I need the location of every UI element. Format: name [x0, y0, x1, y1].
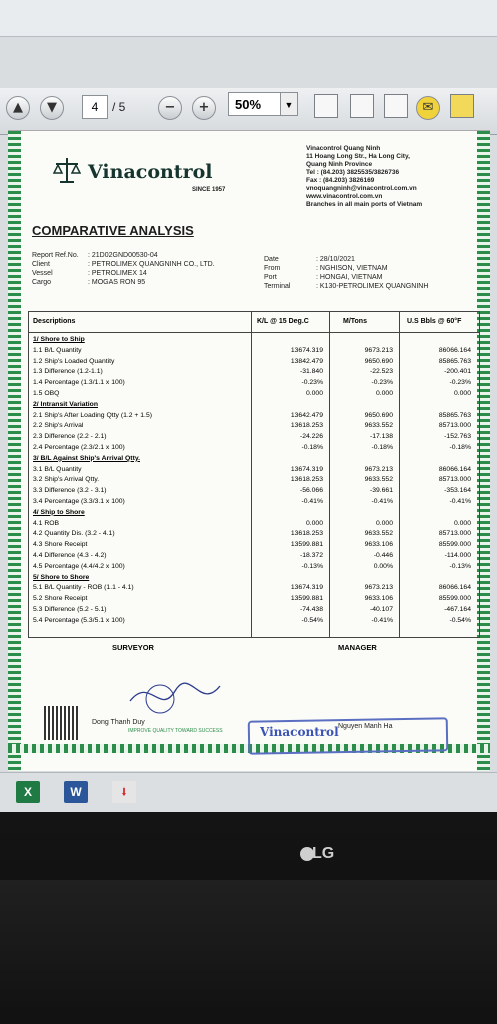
meta-value: : MOGAS RON 95	[88, 279, 146, 286]
table-cell-value: 13618.253	[290, 422, 323, 430]
meta-label: Cargo	[32, 279, 52, 286]
table-cell-value: -0.18%	[301, 444, 323, 451]
previous-page-button[interactable]: ▲	[6, 96, 30, 120]
table-section-header: 2/ Intransit Variation	[33, 400, 98, 408]
table-cell-value: 13599.881	[290, 595, 323, 603]
table-row-label: 5.3 Difference (5.2 - 5.1)	[33, 606, 107, 613]
table-row-label: 4.4 Difference (4.3 - 4.2)	[33, 552, 107, 559]
company-province: Quang Ninh Province	[306, 161, 373, 168]
document-title: COMPARATIVE ANALYSIS	[32, 223, 194, 238]
table-cell-value: 9633.106	[364, 595, 393, 603]
table-cell-value: 9633.552	[364, 530, 393, 538]
table-cell-value: 0.000	[453, 519, 471, 527]
stamp-text: Vinacontrol	[260, 725, 339, 739]
table-row-label: 4.1 ROB	[33, 519, 60, 527]
document-page	[8, 130, 490, 771]
table-cell-value: 86066.164	[438, 584, 471, 592]
chevron-down-icon[interactable]: ▼	[280, 93, 297, 115]
page-count: / 5	[112, 100, 126, 114]
table-cell-value: 9673.213	[364, 346, 393, 354]
monitor-stand	[0, 880, 497, 1024]
table-cell-value: -74.438	[299, 606, 323, 613]
table-cell-value: 85865.763	[438, 357, 471, 365]
table-cell-value: -24.226	[299, 433, 323, 441]
table-row-label: 1.1 B/L Quantity	[33, 346, 82, 354]
table-cell-value: 85599.000	[438, 541, 471, 549]
table-cell-value: -22.523	[369, 368, 393, 376]
table-row-label: 1.4 Percentage (1.3/1.1 x 100)	[33, 379, 125, 387]
table-cell-value: -0.13%	[449, 562, 471, 570]
excel-app-icon[interactable]: X	[16, 781, 40, 803]
company-tel: Tel : (84.203) 3825535/3826736	[306, 169, 400, 176]
meta-value: : HONGAI, VIETNAM	[316, 274, 383, 281]
table-cell-value: -18.372	[299, 552, 323, 559]
table-cell-value: -353.164	[444, 487, 471, 495]
table-section-header: 5/ Shore to Shore	[33, 573, 90, 581]
zoom-value: 50%	[235, 97, 262, 112]
comparison-table	[28, 311, 480, 638]
table-cell-value: 9633.552	[364, 476, 393, 484]
meta-label: From	[264, 265, 281, 272]
table-cell-value: 13642.479	[290, 411, 323, 419]
table-cell-value: -0.23%	[301, 379, 323, 387]
table-cell-value: 85713.000	[438, 422, 471, 430]
table-row-label: 4.3 Shore Receipt	[33, 541, 88, 549]
zoom-select[interactable]	[228, 92, 298, 116]
table-cell-value: 13842.479	[290, 357, 323, 365]
surveyor-signature	[120, 671, 230, 721]
table-cell-value: 86066.164	[438, 465, 471, 473]
table-row-label: 3.2 Ship's Arrival Qtty.	[33, 476, 100, 484]
table-cell-value: 13674.319	[290, 346, 323, 354]
page-number-input[interactable]: 4	[82, 95, 108, 119]
table-section-header: 4/ Ship to Shore	[33, 508, 85, 516]
table-cell-value: -0.41%	[371, 616, 393, 624]
meta-left	[32, 251, 215, 287]
meta-label: Port	[264, 274, 277, 281]
table-row-label: 3.4 Percentage (3.3/3.1 x 100)	[33, 498, 125, 505]
highlight-icon[interactable]	[450, 94, 474, 118]
decorative-border-left	[8, 131, 21, 771]
table-cell-value: 0.000	[305, 519, 323, 527]
table-row-label: 3.3 Difference (3.2 - 3.1)	[33, 487, 107, 495]
pdf-toolbar	[0, 88, 497, 135]
table-cell-value: 9650.690	[364, 411, 393, 419]
table-cell-value: 13674.319	[290, 584, 323, 592]
table-cell-value: -467.164	[444, 606, 471, 613]
meta-value: : NGHISON, VIETNAM	[316, 265, 388, 272]
meta-value: : 28/10/2021	[316, 256, 355, 263]
table-cell-value: 86066.164	[438, 346, 471, 354]
company-email: vnoquangninh@vinacontrol.com.vn	[306, 185, 417, 192]
meta-label: Report Ref.No.	[32, 252, 79, 259]
table-cell-value: -39.661	[369, 487, 393, 495]
logo-since: SINCE 1957	[192, 187, 226, 193]
company-branches: Branches in all main ports of Vietnam	[306, 201, 423, 208]
fit-page-icon[interactable]	[314, 94, 338, 118]
meta-value: : 21D02GND00530-04	[88, 252, 158, 259]
table-cell-value: -0.446	[373, 552, 393, 559]
table-cell-value: 0.000	[375, 390, 393, 397]
table-row-label: 1.5 OBQ	[33, 390, 60, 397]
table-cell-value: 9633.552	[364, 422, 393, 430]
surveyor-name: Dong Thanh Duy	[92, 719, 145, 726]
table-cell-value: -0.41%	[301, 498, 323, 505]
table-section-header: 3/ B/L Against Ship's Arrival Qtty.	[33, 454, 140, 462]
table-row-label: 4.5 Percentage (4.4/4.2 x 100)	[33, 562, 125, 570]
table-row-label: 2.4 Percentage (2.3/2.1 x 100)	[33, 444, 125, 451]
col-header-mtons: M/Tons	[343, 318, 367, 325]
table-cell-value: -0.54%	[449, 616, 471, 624]
table-row-label: 2.3 Difference (2.2 - 2.1)	[33, 433, 107, 441]
company-fax: Fax : (84.203) 3826169	[306, 177, 375, 184]
table-cell-value: -0.41%	[449, 498, 471, 505]
table-row-label: 5.1 B/L Quantity - ROB (1.1 - 4.1)	[33, 584, 134, 592]
table-cell-value: 85713.000	[438, 530, 471, 538]
footer-slogan: IMPROVE QUALITY TOWARD SUCCESS	[128, 728, 223, 734]
col-header-kl: K/L @ 15 Deg.C	[257, 318, 309, 325]
company-logo: Vinacontrol	[88, 161, 213, 183]
table-cell-value: 0.00%	[373, 562, 393, 570]
scale-logo-icon	[52, 155, 82, 185]
table-cell-value: -0.54%	[301, 616, 323, 624]
table-cell-value: -0.18%	[371, 444, 393, 451]
table-cell-value: 0.000	[305, 390, 323, 397]
table-cell-value: -31.840	[299, 368, 323, 376]
company-address	[306, 145, 422, 209]
table-row-label: 1.3 Difference (1.2-1.1)	[33, 368, 103, 376]
taskbar	[0, 772, 497, 812]
zoom-out-button[interactable]: −	[158, 96, 182, 120]
sign-icon[interactable]	[384, 94, 408, 118]
word-app-icon[interactable]: W	[64, 781, 88, 803]
table-cell-value: 9673.213	[364, 465, 393, 473]
table-cell-value: -0.23%	[371, 379, 393, 387]
table-cell-value: 9673.213	[364, 584, 393, 592]
meta-label: Client	[32, 261, 50, 268]
table-cell-value: 85865.763	[438, 411, 471, 419]
meta-label: Date	[264, 256, 279, 263]
table-cell-value: -0.13%	[301, 562, 323, 570]
table-cell-value: 13674.319	[290, 465, 323, 473]
table-cell-value: 0.000	[375, 519, 393, 527]
meta-right	[264, 255, 428, 291]
table-cell-value: 85713.000	[438, 476, 471, 484]
window-top-bar	[0, 0, 497, 37]
table-cell-value: -0.23%	[449, 379, 471, 387]
table-cell-value: 13618.253	[290, 530, 323, 538]
company-name: Vinacontrol Quang Ninh	[306, 145, 381, 152]
zoom-in-button[interactable]: +	[192, 96, 216, 120]
monitor-brand: LG	[312, 845, 335, 862]
company-website: www.vinacontrol.com.vn	[306, 193, 383, 200]
table-row-label: 5.2 Shore Receipt	[33, 595, 88, 603]
table-cell-value: 13599.881	[290, 541, 323, 549]
table-cell-value: -114.000	[444, 552, 471, 559]
table-row-label: 2.1 Ship's After Loading Qtty (1.2 + 1.5)	[33, 411, 152, 419]
table-header-divider	[29, 332, 479, 333]
table-cell-value: 0.000	[453, 390, 471, 397]
table-row-label: 3.1 B/L Quantity	[33, 465, 82, 473]
surveyor-label: SURVEYOR	[112, 643, 154, 652]
table-section-header: 1/ Shore to Ship	[33, 336, 85, 343]
table-row-label: 4.2 Quantity Dis. (3.2 - 4.1)	[33, 530, 115, 538]
meta-label: Vessel	[32, 270, 53, 277]
col-header-descriptions: Descriptions	[33, 318, 76, 325]
table-cell-value: -0.18%	[449, 444, 471, 451]
company-street: 11 Hoang Long Str., Ha Long City,	[306, 153, 410, 160]
fit-width-icon[interactable]	[350, 94, 374, 118]
table-cell-value: -40.107	[369, 606, 393, 613]
meta-label: Terminal	[264, 283, 291, 290]
qr-code	[44, 706, 78, 740]
manager-name: Nguyen Manh Ha	[338, 723, 393, 730]
meta-value: : PETROLIMEX 14	[88, 270, 147, 277]
meta-value: : PETROLIMEX QUANGNINH CO., LTD.	[88, 261, 215, 268]
table-row-label: 5.4 Percentage (5.3/5.1 x 100)	[33, 616, 125, 624]
table-cell-value: -200.401	[444, 368, 471, 376]
table-row-label: 2.2 Ship's Arrival	[33, 422, 84, 430]
meta-value: : K130-PETROLIMEX QUANGNINH	[316, 283, 429, 290]
next-page-button[interactable]: ▼	[40, 96, 64, 120]
col-header-bbls: U.S Bbls @ 60°F	[407, 318, 462, 325]
comment-icon[interactable]: ✉	[416, 96, 440, 120]
table-cell-value: -17.138	[369, 433, 393, 441]
table-cell-value: -152.763	[444, 433, 471, 441]
table-cell-value: 9633.106	[364, 541, 393, 549]
table-cell-value: 85599.000	[438, 595, 471, 603]
table-cell-value: -56.066	[299, 487, 323, 495]
table-cell-value: 13618.253	[290, 476, 323, 484]
table-cell-value: -0.41%	[371, 498, 393, 505]
manager-label: MANAGER	[338, 643, 377, 652]
table-row-label: 1.2 Ship's Loaded Quantity	[33, 357, 115, 365]
table-cell-value: 9650.690	[364, 357, 393, 365]
pdf-app-icon[interactable]: ⭭	[112, 781, 136, 803]
